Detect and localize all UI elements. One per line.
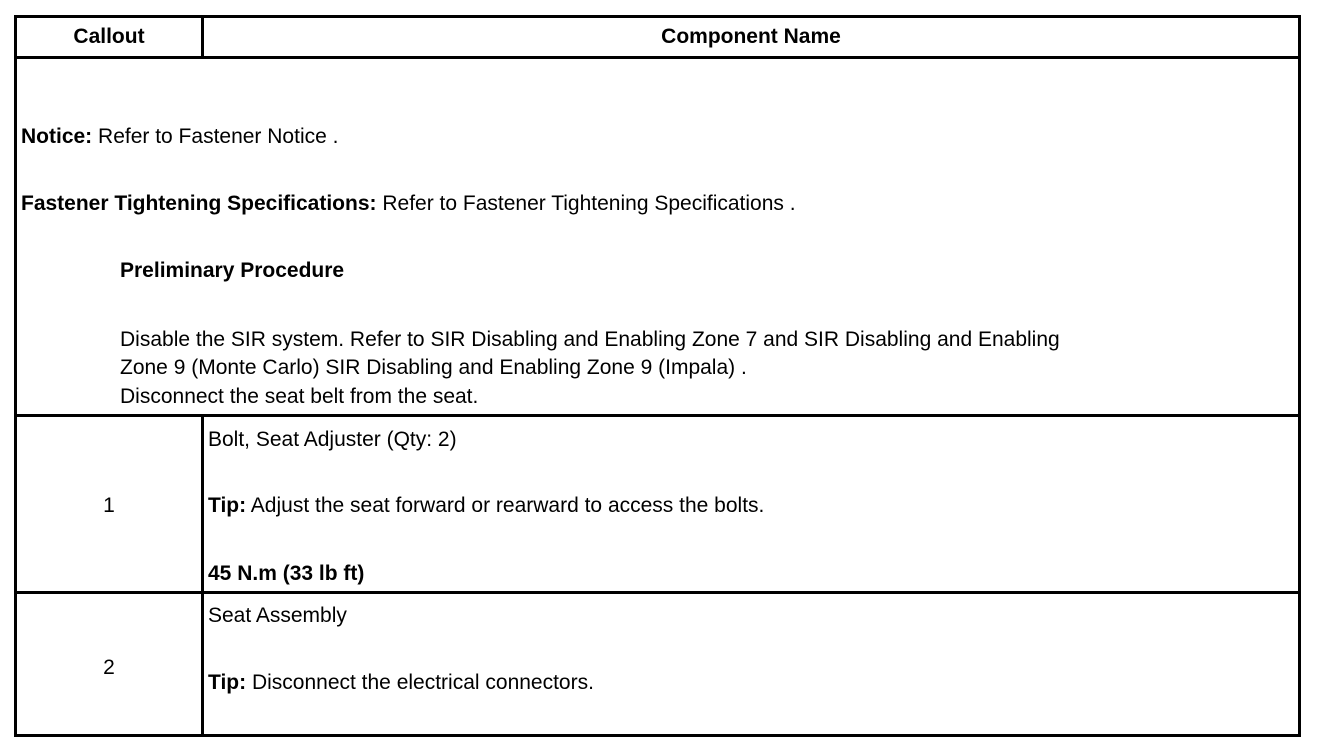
procedure-step-2: Disconnect the seat belt from the seat. xyxy=(120,385,479,408)
rows-column-divider xyxy=(201,414,204,734)
row-1-tip xyxy=(208,492,764,520)
fastener-spec-line xyxy=(21,190,796,218)
header-divider xyxy=(17,56,1298,59)
fastener-spec-label: Fastener Tightening Specifications: xyxy=(21,192,377,215)
row-2-tip-text: Disconnect the electrical connectors. xyxy=(246,671,594,694)
notice-text: Refer to Fastener Notice . xyxy=(92,125,339,148)
component-name-column-header: Component Name xyxy=(661,25,841,48)
row-2-tip xyxy=(208,669,594,697)
row-1-torque: 45 N.m (33 lb ft) xyxy=(208,562,365,585)
preliminary-procedure-heading: Preliminary Procedure xyxy=(120,259,345,282)
callout-column-header: Callout xyxy=(73,25,145,48)
procedure-step-1-line-1: Disable the SIR system. Refer to SIR Disabling and Enabling Zone 7 and SIR Disabling and Enabling xyxy=(120,328,1060,351)
row-1-divider xyxy=(17,591,1298,594)
row-2-tip-label: Tip: xyxy=(208,671,247,694)
row-1-component-name: Bolt, Seat Adjuster (Qty: 2) xyxy=(208,428,457,451)
row-1-callout: 1 xyxy=(103,494,115,517)
row-2-component-name: Seat Assembly xyxy=(208,604,347,627)
row-1-tip-text: Adjust the seat forward or rearward to access the bolts. xyxy=(246,494,765,517)
row-1-tip-label: Tip: xyxy=(208,494,247,517)
notice-line xyxy=(21,123,338,151)
component-table xyxy=(14,15,1301,737)
intro-divider xyxy=(17,414,1298,417)
procedure-step-1-line-2: Zone 9 (Monte Carlo) SIR Disabling and Enabling Zone 9 (Impala) . xyxy=(120,356,747,379)
row-2-callout: 2 xyxy=(103,656,115,679)
notice-label: Notice: xyxy=(21,125,93,148)
fastener-spec-text: Refer to Fastener Tightening Specifications . xyxy=(376,192,796,215)
